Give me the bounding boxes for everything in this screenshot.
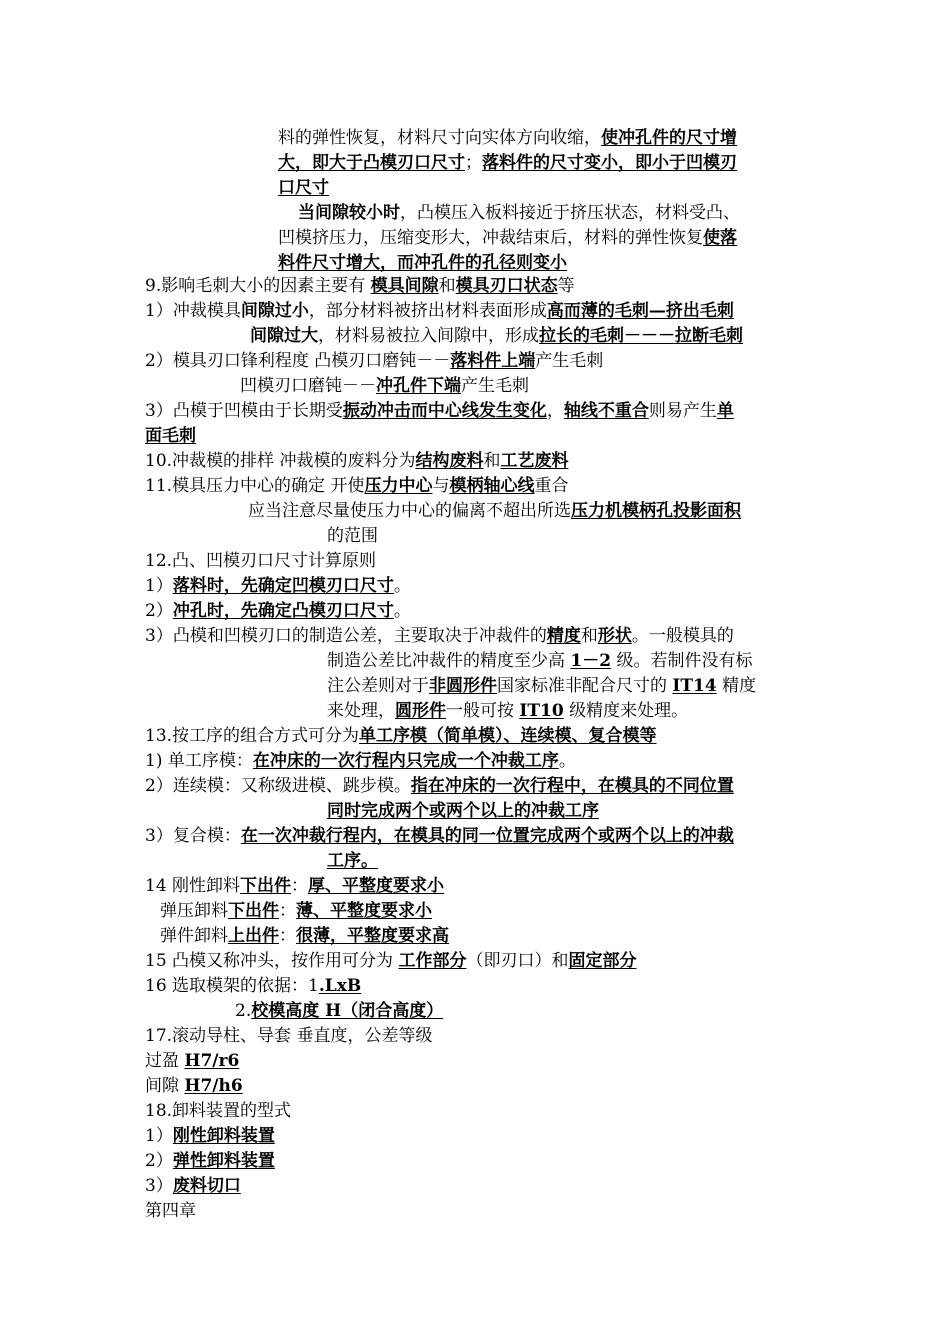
text-segment: 产生毛刺 [461, 376, 529, 396]
bold-text: 间隙过大 [250, 326, 318, 346]
emphasized-text: 指在冲床的一次行程中，在模具的不同位置 [410, 776, 734, 796]
text-line [145, 574, 411, 599]
text-line [327, 674, 756, 699]
text-segment: 应当注意尽量使压力中心的偏离不超出所选 [248, 501, 571, 521]
emphasized-text: 大，即大于凸模刃口尺寸 [278, 153, 465, 173]
text-line [327, 649, 752, 674]
emphasized-text: 厚、平整度要求小 [308, 876, 445, 896]
text-segment: 与 [432, 476, 450, 496]
text-segment: 11.模具压力中心的确定 开使 [145, 476, 365, 496]
text-line [145, 624, 734, 649]
text-segment: 2）连续模：又称级进模、跳步模。 [145, 776, 411, 796]
text-segment: ： [279, 926, 296, 946]
text-segment: 凹模挤压力，压缩变形大，冲裁结束后，材料的弹性恢复 [278, 228, 703, 248]
text-line [160, 924, 449, 949]
emphasized-text: 高而薄的毛刺—挤出毛刺 [546, 301, 734, 321]
emphasized-text: 1－2 [570, 651, 612, 671]
emphasized-text: 工序。 [327, 851, 378, 871]
text-line [145, 474, 568, 499]
emphasized-text: 单 [716, 401, 734, 421]
text-segment: 精度 [716, 676, 757, 696]
emphasized-text: 很薄，平整度要求高 [296, 926, 449, 946]
text-line [145, 424, 196, 449]
text-segment: 18.卸料装置的型式 [145, 1101, 292, 1121]
emphasized-text: 模柄轴心线 [449, 476, 535, 496]
text-segment: 。 [393, 576, 411, 596]
text-segment: 产生毛刺 [535, 351, 604, 371]
text-line [145, 874, 444, 899]
text-line [145, 349, 603, 374]
text-line [327, 699, 688, 724]
emphasized-text: 压力中心 [364, 476, 433, 496]
emphasized-text: 冲孔件下端 [376, 376, 461, 396]
text-segment: 3）凸模和凹模刃口的制造公差，主要取决于冲裁件的 [145, 626, 547, 646]
emphasized-text: IT10 [519, 701, 564, 721]
text-segment: 1） [145, 576, 173, 596]
text-segment: 弹件卸料 [160, 926, 228, 946]
emphasized-text: 弹性卸料装置 [172, 1151, 275, 1171]
emphasized-text: 校模高度 H（闭合高度） [251, 1001, 444, 1021]
text-segment: 一般可按 [446, 701, 520, 721]
emphasized-text: 模具刃口状态 [455, 276, 558, 296]
text-segment: 。 [393, 601, 411, 621]
text-segment: 凹模刃口磨钝－－ [240, 376, 376, 396]
text-segment: 第四章 [145, 1201, 196, 1221]
text-segment: 9.影响毛刺大小的因素主要有 [145, 276, 371, 296]
text-line [278, 226, 737, 251]
emphasized-text: 拉长的毛刺－－－拉断毛刺 [539, 326, 743, 346]
text-segment: 料的弹性恢复，材料尺寸向实体方向收缩， [278, 128, 601, 148]
text-line [145, 749, 576, 774]
text-segment: 注公差则对于 [327, 676, 429, 696]
text-segment: 1） [145, 1126, 173, 1146]
text-line [327, 849, 378, 874]
text-line [278, 176, 329, 201]
text-segment: 级精度来处理。 [563, 701, 689, 721]
text-segment: 。 [558, 751, 576, 771]
emphasized-text: 压力机模柄孔投影面积 [571, 501, 741, 521]
text-line [278, 251, 567, 276]
emphasized-text: 在冲床的一次行程内只完成一个冲裁工序 [252, 751, 559, 771]
text-segment: 16 选取模架的依据：1 [145, 976, 319, 996]
emphasized-text: H7/r6 [184, 1051, 240, 1071]
emphasized-text: 精度 [546, 626, 581, 646]
text-line [145, 549, 376, 574]
text-segment: 和 [438, 276, 456, 296]
emphasized-text: 落料件的尺寸变小，即小于凹模刃 [482, 153, 737, 173]
emphasized-text: 面毛刺 [145, 426, 196, 446]
text-segment: 等 [557, 276, 575, 296]
emphasized-text: 废料切口 [172, 1176, 241, 1196]
emphasized-text: 固定部分 [568, 951, 637, 971]
text-line [145, 1174, 241, 1199]
text-segment: ，凸模压入板料接近于挤压状态，材料受凸、 [400, 203, 740, 223]
text-line [145, 824, 734, 849]
text-line [240, 374, 529, 399]
text-segment: 制造公差比冲裁件的精度至少高 [327, 651, 571, 671]
text-line [298, 201, 740, 226]
text-segment: 10.冲裁模的排样 冲裁模的废料分为 [145, 451, 416, 471]
text-line [278, 126, 737, 151]
emphasized-text: 薄、平整度要求小 [296, 901, 432, 921]
emphasized-text: 落料时，先确定凹模刃口尺寸 [172, 576, 394, 596]
text-segment: 和 [483, 451, 501, 471]
emphasized-text: 冲孔时，先确定凸模刃口尺寸 [172, 601, 394, 621]
text-segment: 1）冲裁模具 [145, 301, 241, 321]
emphasized-text: 刚性卸料装置 [172, 1126, 275, 1146]
text-segment: ， [546, 401, 564, 421]
text-segment: 3）凸模于凹模由于长期受 [145, 401, 343, 421]
text-segment: ： [279, 901, 296, 921]
emphasized-text: 振动冲击而中心线发生变化 [342, 401, 547, 421]
emphasized-text: 使落 [703, 228, 737, 248]
emphasized-text: 落料件上端 [450, 351, 536, 371]
text-line [145, 1099, 291, 1124]
text-segment: ，部分材料被挤出材料表面形成 [308, 301, 547, 321]
text-segment: 和 [580, 626, 598, 646]
text-line [145, 724, 657, 749]
text-line [145, 1149, 275, 1174]
emphasized-text: 上出件 [228, 926, 279, 946]
emphasized-text: 模具间隙 [370, 276, 439, 296]
emphasized-text: 料件尺寸增大，而冲孔件的孔径则变小 [278, 253, 567, 273]
text-line [145, 1074, 243, 1099]
text-line [145, 449, 568, 474]
text-segment: 13.按工序的组合方式可分为 [145, 726, 360, 746]
text-segment: ，材料易被拉入间隙中，形成 [318, 326, 539, 346]
text-segment: 3）复合模： [145, 826, 241, 846]
emphasized-text: 轴线不重合 [563, 401, 649, 421]
emphasized-text: IT14 [672, 676, 717, 696]
text-segment: 级。若制件没有标 [611, 651, 753, 671]
text-segment: 3） [145, 1176, 173, 1196]
text-segment: 12.凸、凹模刃口尺寸计算原则 [145, 551, 377, 571]
text-line [145, 1024, 432, 1049]
emphasized-text: H7/h6 [184, 1076, 243, 1096]
text-line [145, 399, 734, 424]
emphasized-text: .LxB [318, 976, 362, 996]
emphasized-text: 口尺寸 [278, 178, 329, 198]
text-line [160, 899, 432, 924]
text-line [145, 949, 636, 974]
text-line [327, 799, 599, 824]
text-segment: 2. [235, 1001, 252, 1021]
text-segment: 国家标准非配合尺寸的 [497, 676, 673, 696]
text-line [145, 1199, 196, 1224]
text-line [145, 274, 575, 299]
emphasized-text: 圆形件 [395, 701, 446, 721]
emphasized-text: 工作部分 [398, 951, 467, 971]
bold-text: 间隙过小 [240, 301, 309, 321]
text-line [248, 499, 741, 524]
text-segment: 2） [145, 1151, 173, 1171]
text-segment: 14 刚性卸料 [145, 876, 241, 896]
emphasized-text: 使冲孔件的尺寸增 [601, 128, 737, 148]
text-segment: ： [291, 876, 309, 896]
text-segment: ； [465, 153, 482, 173]
emphasized-text: 单工序模（简单模）、连续模、复合模等 [359, 726, 657, 746]
text-segment: 过盈 [145, 1051, 185, 1071]
text-segment: 17.滚动导柱、导套 垂直度，公差等级 [145, 1026, 433, 1046]
text-segment: 则易产生 [648, 401, 717, 421]
emphasized-text: 非圆形件 [429, 676, 497, 696]
bold-text: 当间隙较小时 [298, 203, 400, 223]
text-line [145, 1124, 275, 1149]
text-line [145, 974, 361, 999]
text-segment: （即刃口）和 [466, 951, 569, 971]
text-segment: 1) 单工序模： [145, 751, 253, 771]
text-segment: 2） [145, 601, 173, 621]
emphasized-text: 同时完成两个或两个以上的冲裁工序 [327, 801, 599, 821]
text-line [145, 599, 411, 624]
text-line [145, 774, 734, 799]
text-segment: 间隙 [145, 1076, 185, 1096]
text-line [278, 151, 737, 176]
emphasized-text: 结构废料 [415, 451, 484, 471]
emphasized-text: 下出件 [240, 876, 292, 896]
text-line [327, 524, 378, 549]
emphasized-text: 下出件 [228, 901, 279, 921]
text-line [145, 299, 734, 324]
text-segment: 重合 [534, 476, 569, 496]
emphasized-text: 工艺废料 [500, 451, 569, 471]
text-segment: 2）模具刃口锋利程度 凸模刃口磨钝－－ [145, 351, 451, 371]
text-segment: 15 凸模又称冲头，按作用可分为 [145, 951, 399, 971]
text-line [235, 999, 443, 1024]
text-segment: 弹压卸料 [160, 901, 228, 921]
emphasized-text: 形状 [597, 626, 632, 646]
text-segment: 。一般模具的 [631, 626, 734, 646]
text-segment: 来处理， [327, 701, 395, 721]
text-line [250, 324, 743, 349]
emphasized-text: 在一次冲裁行程内，在模具的同一位置完成两个或两个以上的冲裁 [240, 826, 734, 846]
text-line [145, 1049, 239, 1074]
text-segment: 的范围 [327, 526, 378, 546]
